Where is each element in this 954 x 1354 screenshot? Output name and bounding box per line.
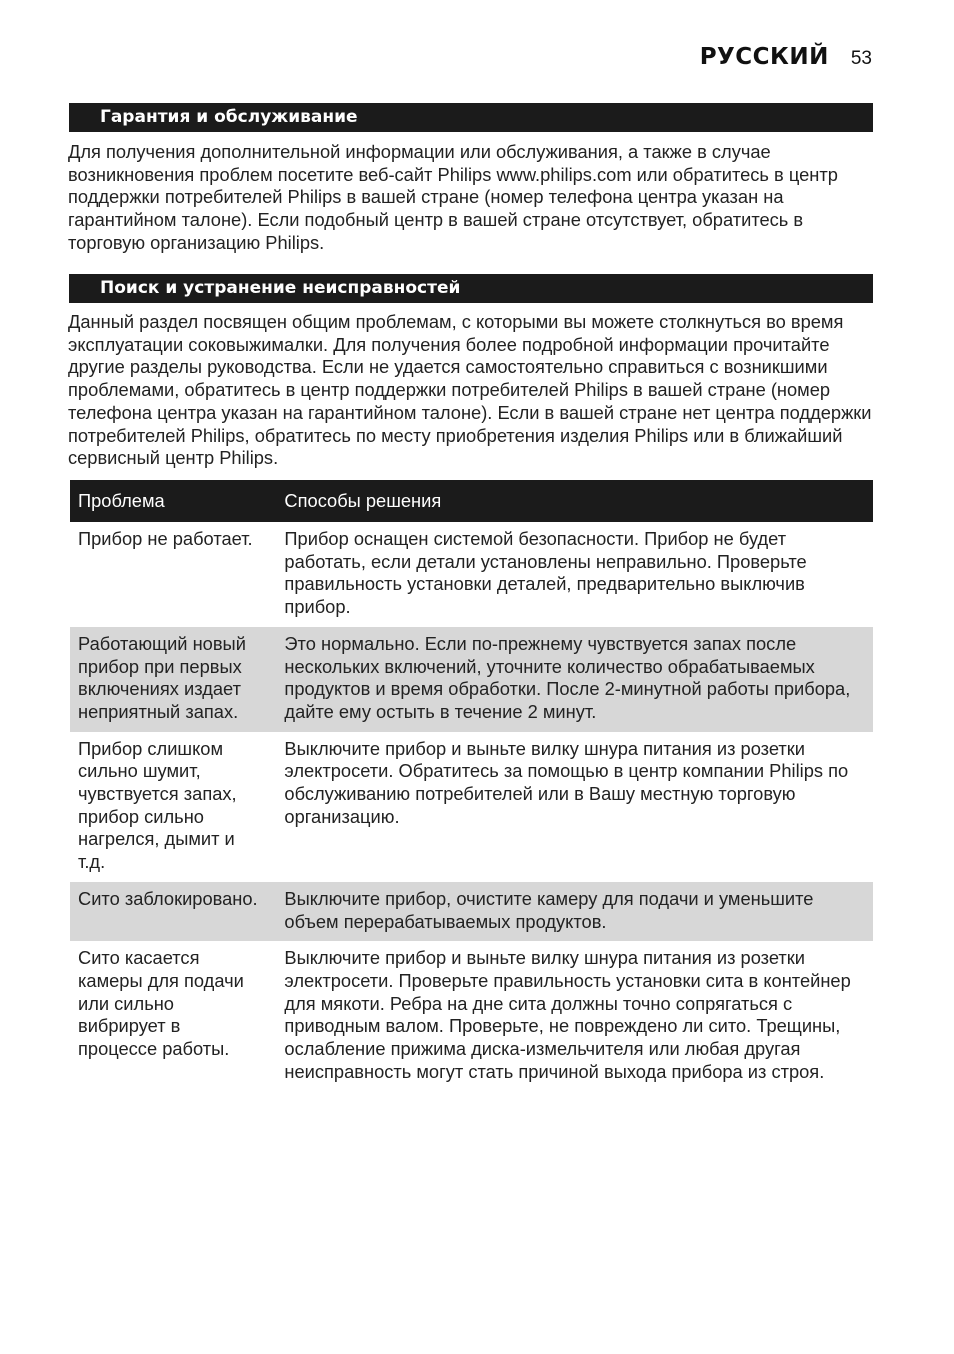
problem-cell: Прибор не работает. — [78, 528, 253, 549]
section-heading-troubleshooting: Поиск и устранение неисправностей — [69, 274, 873, 303]
page-number: 53 — [850, 48, 872, 69]
problem-cell: Сито касается камеры для подачи или сильно вибрирует в процессе работы. — [78, 947, 244, 1060]
troubleshooting-paragraph: Данный раздел посвящен общим проблемам, с которыми вы можете столкнуться во время эксплуатации соковыжималки. Для получения более подробной информации прочитайте другие разделы руководства. Если не удается самостоятельно справиться с возникшими проблемами, обратитесь в центр поддержки потребителей Philips в вашей стране (номер телефона центра указан на гарантийном талоне). Если в вашей стране нет центра поддержки потребителей Philips, обратитесь по месту приобретения изделия Philips или в ближайший сервисный центр Philips. — [68, 311, 872, 469]
problem-cell: Сито заблокировано. — [70, 882, 268, 941]
problem-cell: Работающий новый прибор при первых включениях издает неприятный запах. — [70, 627, 268, 732]
warranty-paragraph: Для получения дополнительной информации или обслуживания, а также в случае возникновения проблем посетите веб-сайт Philips www.philips.com или обратитесь в центр поддержки потребителей Philips в вашей стране (номер телефона центра указан на гарантийном талоне). Если подобный центр в вашей стране отсутствует, обратитесь в торговую организацию Philips. — [68, 141, 838, 253]
solution-cell: Выключите прибор и выньте вилку шнура питания из розетки электросети. Проверьте правильность установки сита в контейнер для мякоти. Ребра на дне сита должны точно сопрягаться с приводным валом. Проверьте, не повреждено ли сито. Трещины, ослабление прижима диска-измельчителя или любая другая неисправность могут стать причиной выхода прибора из строя. — [284, 947, 851, 1082]
table-row — [70, 941, 873, 1091]
problem-cell: Прибор слишком сильно шумит, чувствуется запах, прибор сильно нагрелся, дымит и т.д. — [78, 737, 237, 873]
column-header-problem: Проблема — [70, 480, 268, 522]
table-row — [70, 732, 873, 882]
table-header-row — [70, 480, 873, 522]
table-row — [70, 627, 873, 732]
language-label: РУССКИЙ — [699, 44, 829, 70]
troubleshooting-table — [70, 480, 873, 1091]
table-row — [70, 522, 873, 627]
solution-cell: Выключите прибор и выньте вилку шнура питания из розетки электросети. Обратитесь за помощью в центр компании Philips по обслуживанию потребителей или в Вашу местную торговую организацию. — [284, 737, 849, 827]
solution-cell: Это нормально. Если по-прежнему чувствуется запах после нескольких включений, уточните количество обрабатываемых продуктов и время обработки. После 2-минутной работы прибора, дайте ему остыть в течение 2 минут. — [268, 627, 873, 732]
table-row — [70, 882, 873, 941]
solution-cell: Прибор оснащен системой безопасности. Прибор не будет работать, если детали установлены неправильно. Проверьте правильность установки деталей, предварительно выключив прибор. — [284, 528, 807, 618]
page-header — [700, 44, 872, 70]
column-header-solution: Способы решения — [268, 480, 873, 522]
section-heading-warranty: Гарантия и обслуживание — [69, 103, 873, 132]
solution-cell: Выключите прибор, очистите камеру для подачи и уменьшите объем перерабатываемых продуктов. — [268, 882, 873, 941]
